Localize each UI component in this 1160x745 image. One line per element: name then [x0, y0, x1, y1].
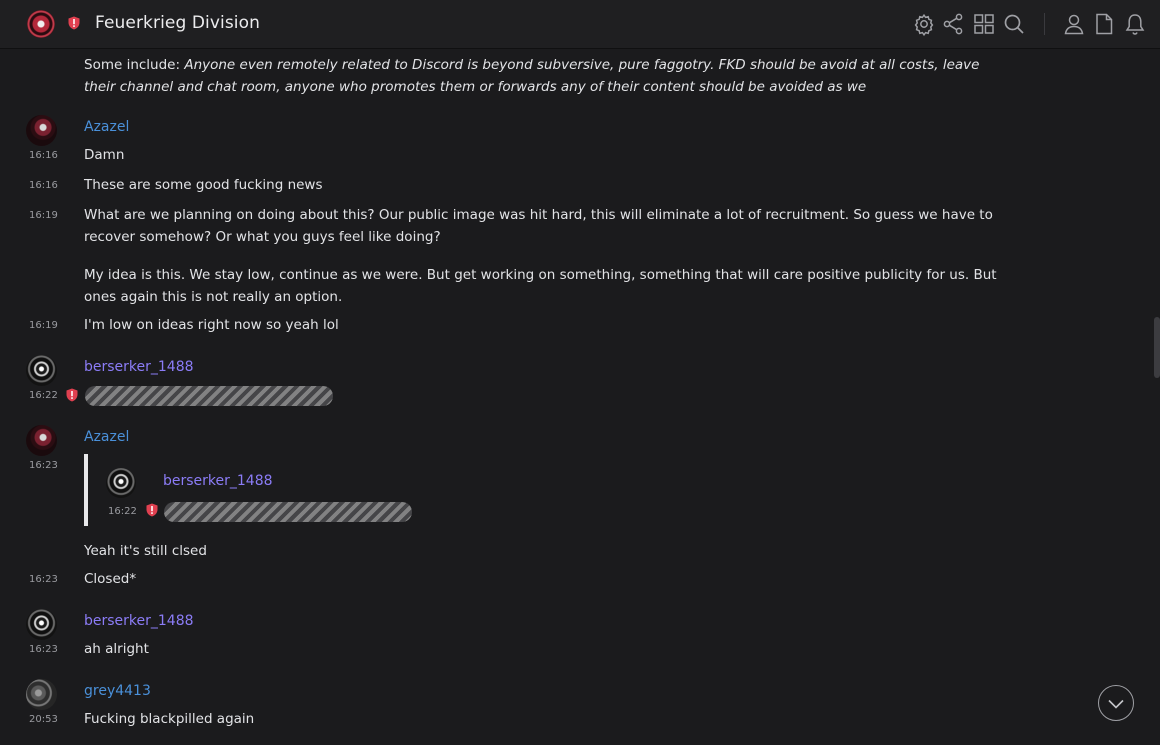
avatar-berserker_1488[interactable]	[26, 355, 57, 386]
message-text: Damn	[84, 147, 125, 163]
chat-header	[0, 0, 1160, 49]
message-text	[84, 54, 999, 98]
message-text: Closed*	[84, 571, 137, 587]
username-azazel[interactable]: Azazel	[84, 429, 130, 445]
share-icon[interactable]	[941, 12, 965, 36]
username-azazel[interactable]: Azazel	[84, 119, 130, 135]
message-text: Fucking blackpilled again	[84, 711, 255, 727]
redacted-message[interactable]	[85, 386, 333, 406]
shield-alert-icon	[68, 16, 80, 30]
profile-icon[interactable]	[1062, 12, 1086, 36]
scrollbar-thumb[interactable]	[1154, 317, 1160, 378]
bell-icon[interactable]	[1123, 12, 1147, 36]
search-icon[interactable]	[1002, 12, 1026, 36]
avatar-azazel[interactable]	[26, 425, 57, 456]
jump-to-latest-button[interactable]	[1098, 685, 1134, 721]
message-text: ah alright	[84, 641, 149, 657]
message-time: 16:23	[29, 644, 58, 655]
message-text: What are we planning on doing about this? Our public image was hit hard, this will eliminate a lot of recruitment. So guess we have to recover somehow? Or what you guys feel like doing?	[84, 207, 993, 245]
username-berserker_1488[interactable]: berserker_1488	[84, 359, 194, 375]
username-grey4413[interactable]: grey4413	[84, 683, 151, 699]
reply-avatar-berserker_1488[interactable]	[106, 468, 136, 498]
message-time: 16:16	[29, 150, 58, 161]
message-time: 16:19	[29, 210, 58, 221]
chevron-down-icon	[1106, 694, 1126, 714]
message-prefix: Some include:	[84, 57, 185, 73]
server-avatar[interactable]	[27, 10, 55, 38]
message-time: 16:23	[29, 460, 58, 471]
message-text: My idea is this. We stay low, continue as we were. But get working on something, something that will care positive publicity for us. But ones again this is not really an option.	[84, 267, 997, 305]
reply-username[interactable]: berserker_1488	[163, 473, 273, 489]
avatar-berserker_1488[interactable]	[26, 609, 57, 640]
document-icon[interactable]	[1092, 12, 1116, 36]
header-divider	[1044, 13, 1045, 35]
apps-grid-icon[interactable]	[972, 12, 996, 36]
avatar-grey4413[interactable]	[26, 679, 57, 710]
reply-time: 16:22	[108, 506, 137, 517]
quoted-text: Anyone even remotely related to Discord is beyond subversive, pure faggotry. FKD should be avoid at all costs, leave their channel and chat room, anyone who promotes them or forwards any of their content should be avoided as we	[84, 57, 980, 95]
avatar-azazel[interactable]	[26, 115, 57, 146]
redacted-reply-message[interactable]	[164, 502, 412, 522]
message-text: Yeah it's still clsed	[84, 543, 207, 559]
settings-icon[interactable]	[912, 12, 936, 36]
message-time: 20:53	[29, 714, 58, 725]
message-time: 16:23	[29, 574, 58, 585]
username-berserker_1488[interactable]: berserker_1488	[84, 613, 194, 629]
server-name: Feuerkrieg Division	[95, 13, 260, 33]
shield-alert-icon	[66, 388, 78, 402]
message-time: 16:22	[29, 390, 58, 401]
shield-alert-icon	[146, 503, 158, 517]
message-text: These are some good fucking news	[84, 177, 323, 193]
message-time: 16:16	[29, 180, 58, 191]
message-list	[0, 50, 1160, 745]
message-time: 16:19	[29, 320, 58, 331]
message-text: I'm low on ideas right now so yeah lol	[84, 317, 339, 333]
reply-quote-bar	[84, 454, 88, 526]
